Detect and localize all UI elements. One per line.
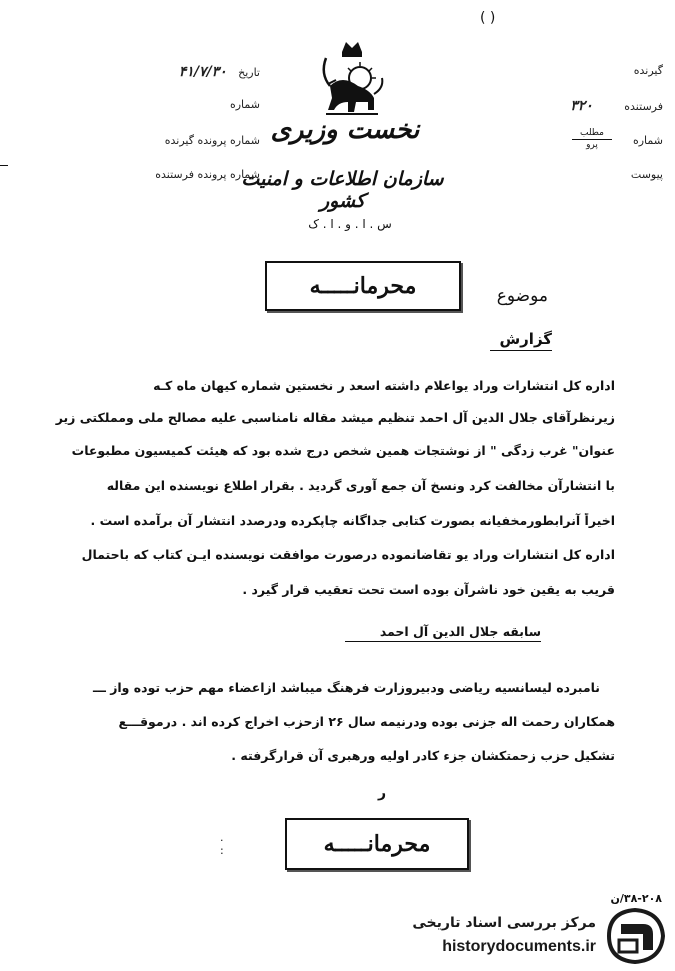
body-line: اخیراً آنرابطورمخفیانه بصورت کتابی جداگانه چاپکرده ودرصدد انتشار آن برآمده است .: [90, 513, 615, 528]
classification-stamp-bottom: محرمانـــــه: [285, 818, 469, 870]
attachment-label: پیوست: [630, 168, 663, 181]
lion-and-sun-emblem-icon: [312, 38, 392, 120]
dot-marks: · :: [220, 834, 224, 857]
date-label: تاریخ: [238, 66, 260, 79]
background-line: تشکیل حزب زحمتکشان جزء کادر اولیه ورهبری آن قرارگرفته .: [231, 748, 615, 763]
sender-field: [498, 98, 663, 114]
report-heading: گزارش: [490, 330, 552, 351]
sender-label: فرستنده: [624, 100, 663, 113]
watermark-line1: مرکز بررسی اسناد تاریخی: [412, 915, 596, 931]
organization-subtitle: سازمان اطلاعات و امنیت کشور: [241, 168, 444, 212]
body-line: عنوان" غرب زدگی " از نوشتجات همین شخص درج شده بود که هیئت کمیسیون مطبوعات: [71, 443, 615, 458]
body-line: اداره کل انتشارات وراد یو تقاضانموده درصورت موافقت نویسنده ایـن کتاب که باحتمال: [81, 547, 615, 562]
number-note-1: مطلب: [572, 128, 612, 140]
date-field: [90, 64, 260, 80]
corner-mark: ( ): [480, 10, 496, 26]
body-line: اداره کل انتشارات وراد یواعلام داشته اسعد ر نخستین شماره کیهان ماه کـه: [153, 378, 615, 393]
body-line: قریب به یقین خود ناشرآن بوده است تحت تعقیب قرار گیرد .: [242, 582, 615, 597]
number-note-2: پرو: [586, 140, 598, 150]
background-heading: سابقه جلال الدین آل احمد: [345, 624, 541, 642]
handwritten-mark: ر: [378, 785, 387, 801]
background-line: نامبرده لیسانسیه ریاضی ودبیروزارت فرهنگ میباشد ازاعضاء مهم حزب توده واز ـــ: [93, 680, 600, 695]
date-value: ۴۱/۷/۳۰: [178, 64, 227, 80]
sender-value: ۳۲۰: [570, 98, 593, 114]
body-line: با انتشارآن مخالفت کرد ونسخ آن جمع آوری گردید . بقرار اطلاع نویسنده این مقاله: [106, 478, 615, 493]
watermark-line2: historydocuments.ir: [442, 938, 596, 955]
archive-logo-icon: [603, 906, 667, 966]
organization-code: س . ا . و . ا . ک: [308, 217, 392, 231]
subject-label: موضوع: [496, 286, 548, 306]
number-label-left: شماره: [229, 98, 260, 111]
background-line: همکاران رحمت اله جزنی بوده ودرنیمه سال ۲۶ ازحزب اخراج کرده اند . درموقـــع: [118, 714, 615, 729]
edge-tick: [0, 165, 8, 166]
classification-stamp-top: محرمانـــــه: [265, 261, 461, 311]
document-number: ۳۸-۲۰۸/ن: [610, 892, 662, 905]
recipient-archive-label: شماره پرونده گیرنده: [164, 134, 260, 147]
number-label-right: شماره: [632, 134, 663, 147]
sender-archive-label: شماره پرونده فرستنده: [155, 168, 260, 181]
number-notes: [572, 128, 612, 151]
recipient-label: گیرنده: [633, 64, 663, 77]
ministry-title: نخست وزیری: [270, 115, 420, 145]
body-line: زیرنظرآقای جلال الدین آل احمد تنظیم میشد مقاله نامناسبی علیه مصالح ملی ومملکتی زیر: [55, 410, 615, 425]
